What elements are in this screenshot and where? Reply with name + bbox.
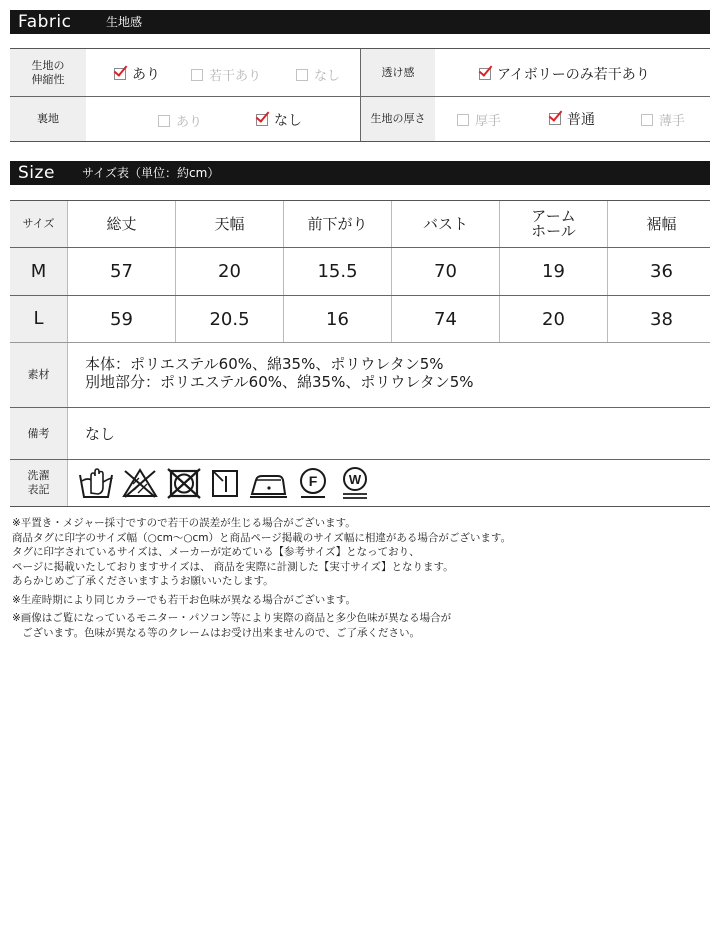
thickness-label: 生地の厚さ bbox=[360, 97, 435, 141]
thickness-options bbox=[435, 97, 710, 141]
checkbox-empty-icon bbox=[296, 69, 308, 81]
size-label: M bbox=[10, 248, 67, 295]
column-header: バスト bbox=[391, 201, 499, 247]
size-corner-label: サイズ bbox=[10, 201, 67, 247]
material-value bbox=[67, 343, 710, 407]
wet-clean-w-icon bbox=[338, 466, 372, 500]
checkbox-checked-icon bbox=[479, 68, 491, 80]
lining-label: 裏地 bbox=[10, 97, 86, 141]
table-cell: 20 bbox=[175, 248, 283, 295]
line-dry-shade-icon bbox=[210, 466, 240, 500]
table-cell: 19 bbox=[499, 248, 607, 295]
stretch-option-nashi[interactable]: なし bbox=[296, 65, 340, 84]
thickness-option-atsude[interactable]: 厚手 bbox=[457, 110, 501, 129]
fabric-table bbox=[10, 48, 710, 142]
table-cell: 20 bbox=[499, 296, 607, 342]
size-table-header-row bbox=[10, 201, 710, 247]
size-header bbox=[10, 161, 710, 185]
checkbox-empty-icon bbox=[191, 69, 203, 81]
stretch-label: 生地の 伸縮性 bbox=[10, 49, 86, 96]
fabric-row-2 bbox=[10, 96, 710, 141]
material-label: 素材 bbox=[10, 343, 67, 407]
note-line: ※画像はご覧になっているモニター・パソコン等により実際の商品と多少色味が異なる場合が bbox=[12, 612, 452, 624]
material-line: 別地部分：ポリエステル60%、綿35%、ポリウレタン5% bbox=[85, 373, 474, 391]
table-cell: 16 bbox=[283, 296, 391, 342]
no-tumble-dry-icon bbox=[166, 466, 202, 500]
column-header: 天幅 bbox=[175, 201, 283, 247]
stretch-option-ari[interactable]: あり bbox=[114, 64, 160, 84]
note-line: ※平置き・メジャー採寸ですので若干の誤差が生じる場合がございます。 bbox=[12, 517, 356, 529]
material-row bbox=[10, 343, 710, 407]
checkbox-empty-icon bbox=[158, 115, 170, 127]
care-label: 洗濯 表記 bbox=[10, 460, 67, 506]
checkbox-checked-icon bbox=[549, 113, 561, 125]
size-table bbox=[10, 200, 710, 343]
table-cell: 59 bbox=[67, 296, 175, 342]
table-row bbox=[10, 247, 710, 295]
lining-option-ari[interactable]: あり bbox=[158, 111, 202, 130]
lining-option-nashi[interactable]: なし bbox=[256, 110, 302, 130]
table-cell: 74 bbox=[391, 296, 499, 342]
stretch-option-jakkan[interactable]: 若干あり bbox=[191, 65, 261, 84]
no-bleach-icon bbox=[122, 466, 158, 500]
remarks-label: 備考 bbox=[10, 408, 67, 459]
table-cell: 70 bbox=[391, 248, 499, 295]
transparency-options bbox=[435, 49, 710, 96]
remarks-value: なし bbox=[67, 408, 710, 459]
column-header: アーム ホール bbox=[499, 201, 607, 247]
dry-clean-f-icon bbox=[296, 466, 330, 500]
note-line: ございます。色味が異なる等のクレームはお受け出来ませんので、ご了承ください。 bbox=[22, 626, 420, 639]
transparency-option[interactable]: アイボリーのみ若干あり bbox=[479, 64, 650, 84]
checkbox-checked-icon bbox=[114, 68, 126, 80]
iron-low-icon bbox=[248, 466, 288, 500]
lining-options bbox=[86, 97, 360, 141]
remarks-row bbox=[10, 407, 710, 459]
table-cell: 36 bbox=[607, 248, 715, 295]
thickness-option-usude[interactable]: 薄手 bbox=[641, 110, 685, 129]
table-cell: 20.5 bbox=[175, 296, 283, 342]
note-line: ページに掲載いたしておりますサイズは、 商品を実際に計測した【実寸サイズ】となります。 bbox=[12, 560, 454, 573]
material-line: 本体：ポリエステル60%、綿35%、ポリウレタン5% bbox=[85, 355, 444, 373]
column-header: 裾幅 bbox=[607, 201, 715, 247]
transparency-label: 透け感 bbox=[360, 49, 435, 96]
table-row bbox=[10, 295, 710, 342]
stretch-options bbox=[86, 49, 360, 96]
column-header: 総丈 bbox=[67, 201, 175, 247]
note-line: あらかじめご了承くださいますようお願いいたします。 bbox=[12, 575, 274, 587]
table-cell: 38 bbox=[607, 296, 715, 342]
table-cell: 57 bbox=[67, 248, 175, 295]
note-line: ※生産時期により同じカラーでも若干お色味が異なる場合がございます。 bbox=[12, 593, 356, 606]
table-cell: 15.5 bbox=[283, 248, 391, 295]
note-line: 商品タグに印字のサイズ幅（○cm〜○cm）と商品ページ掲載のサイズ幅に相違がある場合がございます。 bbox=[12, 531, 512, 544]
checkbox-empty-icon bbox=[457, 114, 469, 126]
thickness-option-futsu[interactable]: 普通 bbox=[549, 109, 595, 129]
wet-clean-letter: W bbox=[348, 472, 362, 487]
care-icons bbox=[67, 460, 710, 506]
care-row bbox=[10, 459, 710, 506]
fabric-header bbox=[10, 10, 710, 34]
note-line: タグに印字されているサイズは、メーカーが定めている【参考サイズ】となっており、 bbox=[12, 546, 420, 558]
size-title-en: Size bbox=[18, 163, 55, 183]
size-title-jp: サイズ表（単位：約cm） bbox=[82, 166, 220, 180]
details-table bbox=[10, 342, 710, 507]
column-header: 前下がり bbox=[283, 201, 391, 247]
hand-wash-icon bbox=[78, 466, 114, 500]
checkbox-checked-icon bbox=[256, 114, 268, 126]
fabric-title-jp: 生地感 bbox=[106, 15, 143, 29]
fabric-title-en: Fabric bbox=[18, 12, 72, 32]
checkbox-empty-icon bbox=[641, 114, 653, 126]
fabric-row-1 bbox=[10, 49, 710, 96]
dry-clean-letter: F bbox=[308, 473, 318, 489]
notes bbox=[12, 516, 712, 640]
size-label: L bbox=[10, 296, 67, 342]
